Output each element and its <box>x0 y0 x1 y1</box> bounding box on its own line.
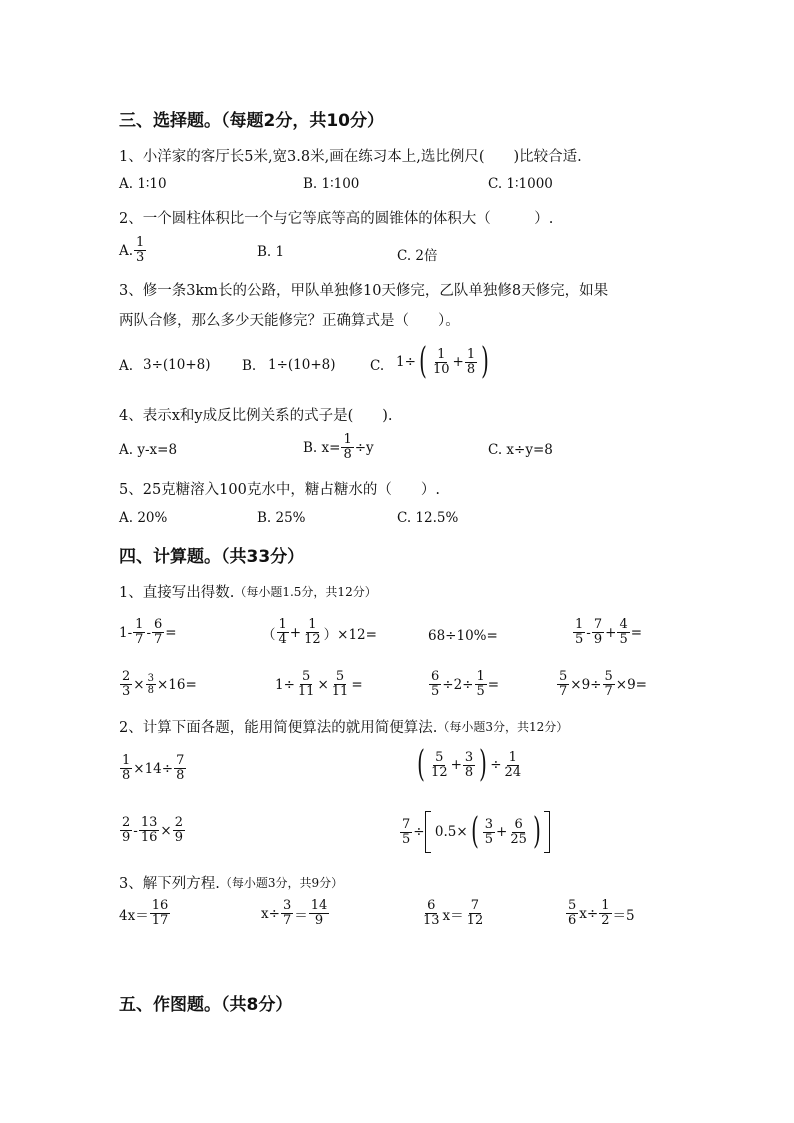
calc-6: 1÷ $\frac{5}{11}$ × $\frac{5}{11}$ = <box>275 669 363 699</box>
q3-c-label: C. <box>370 358 385 374</box>
question-5: 5、25克糖溶入100克水中，糖占糖水的（ ）. <box>119 482 440 498</box>
equation-3: $\frac{6}{13}$ x＝ $\frac{7}{12}$ <box>423 898 484 928</box>
numerator: 1 <box>343 432 352 447</box>
q3-a-label: A. <box>119 358 134 374</box>
part-note: （每小题1.5分，共12分） <box>234 585 377 599</box>
part-note: （每小题3分，共12分） <box>437 720 569 734</box>
part-1-heading <box>119 581 377 602</box>
q2-a-label: A. <box>119 242 134 259</box>
q1-option-a: A. 1∶10 <box>119 176 167 192</box>
q2-option-a <box>119 236 147 265</box>
calc-8: $\frac{5}{7}$ ×9÷ $\frac{5}{7}$ ×9= <box>559 669 647 699</box>
q1-option-c: C. 1∶1000 <box>488 176 553 192</box>
q3-option-b: 1÷(10+8) <box>268 357 336 373</box>
q4-option-c: C. x÷y=8 <box>488 442 553 458</box>
q3-b-label: B. <box>242 358 257 374</box>
denominator: 3 <box>136 250 145 265</box>
question-1: 1、小洋家的客厅长5米,宽3.8米,画在练习本上,选比例尺( )比较合适. <box>119 149 582 165</box>
denominator: 8 <box>343 447 352 462</box>
q3-option-a: 3÷(10+8) <box>143 357 211 373</box>
part-2-heading <box>119 716 568 737</box>
expr-text: ＝5 <box>612 907 635 924</box>
numerator: 1 <box>136 235 145 250</box>
fraction <box>465 348 477 377</box>
q5-option-b: B. 25% <box>257 510 306 526</box>
part-text: 3、解下列方程. <box>119 876 220 892</box>
q4-option-a: A. y-x=8 <box>119 442 178 458</box>
plus-sign: + <box>452 354 464 370</box>
calc-2: （ $\frac{1}{4}$ + $\frac{1}{12}$ ）×12= <box>262 617 377 647</box>
expr-text: x÷ <box>261 905 280 922</box>
expr-text: 1÷ <box>396 354 416 370</box>
part-text: 1、直接写出得数. <box>119 585 235 601</box>
expr-text: x= <box>321 439 341 456</box>
expr-text: 4x＝ <box>119 907 149 924</box>
equation-2: x÷ $\frac{3}{7}$ ＝ $\frac{14}{9}$ <box>261 898 328 928</box>
calc-1: 1- $\frac{1}{7}$ - $\frac{6}{7}$ = <box>119 617 177 647</box>
part-note: （每小题3分，共9分） <box>219 876 344 890</box>
numerator: 1 <box>437 346 446 362</box>
q3-option-c <box>396 341 492 382</box>
question-2: 2、一个圆柱体积比一个与它等底等高的圆锥体的体积大（ ）. <box>119 211 554 227</box>
numerator: 1 <box>466 346 476 362</box>
question-3-line1: 3、修一条3km长的公路，甲队单独修10天修完，乙队单独修8天修完，如果 <box>119 283 609 299</box>
denominator: 8 <box>466 361 476 377</box>
denominator: 10 <box>432 361 450 377</box>
calc-5: $\frac{2}{3}$ × $\frac{3}{8}$ ×16= <box>122 669 197 699</box>
calc-7: $\frac{6}{5}$ ÷2÷ $\frac{1}{5}$ = <box>431 669 500 699</box>
q4-option-b <box>303 433 374 462</box>
calc-12: $\frac{7}{5}$ ÷ 0.5× ( $\frac{3}{5}$ + $\frac{6}{25}$ ) <box>399 811 550 853</box>
equation-1: 4x＝ $\frac{16}{17}$ <box>119 898 169 928</box>
paren-right: ) <box>481 341 489 382</box>
section-title-choice: 三、选择题。（每题2分，共10分） <box>119 111 384 131</box>
paren-left: ( <box>419 341 427 382</box>
calc-11: $\frac{2}{9}$ - $\frac{13}{16}$ × $\frac{2}{9}$ <box>122 815 183 845</box>
q2-option-b: B. 1 <box>257 244 285 260</box>
fraction <box>341 433 353 462</box>
section-title-drawing: 五、作图题。（共8分） <box>119 995 293 1015</box>
section-title-calc: 四、计算题。（共33分） <box>119 547 305 567</box>
q5-option-a: A. 20% <box>119 510 168 526</box>
fraction <box>431 348 452 377</box>
q1-option-b: B. 1∶100 <box>303 176 360 192</box>
part-text: 2、计算下面各题，能用简便算法的就用简便算法. <box>119 720 438 736</box>
fraction <box>134 236 146 265</box>
question-3-line2: 两队合修，那么多少天能修完？正确算式是（ ）。 <box>119 313 460 329</box>
q4-b-label: B. <box>303 439 318 456</box>
q2-option-c: C. 2倍 <box>397 248 438 264</box>
question-4: 4、表示x和y成反比例关系的式子是( ). <box>119 408 393 424</box>
part-3-heading <box>119 872 343 893</box>
equation-4: $\frac{5}{6}$ x÷ $\frac{1}{2}$ ＝5 <box>568 898 635 928</box>
calc-9: $\frac{1}{8}$ ×14÷ $\frac{7}{8}$ <box>122 753 185 783</box>
calc-10: ( $\frac{5}{12}$ + $\frac{3}{8}$ ) ÷ $\frac{1}{24}$ <box>417 744 522 785</box>
calc-3: 68÷10%= <box>428 628 498 644</box>
q5-option-c: C. 12.5% <box>397 510 459 526</box>
expr-text: ÷y <box>354 439 374 456</box>
calc-4: $\frac{1}{5}$ - $\frac{7}{9}$ + $\frac{4}{5}$ = <box>575 617 643 647</box>
